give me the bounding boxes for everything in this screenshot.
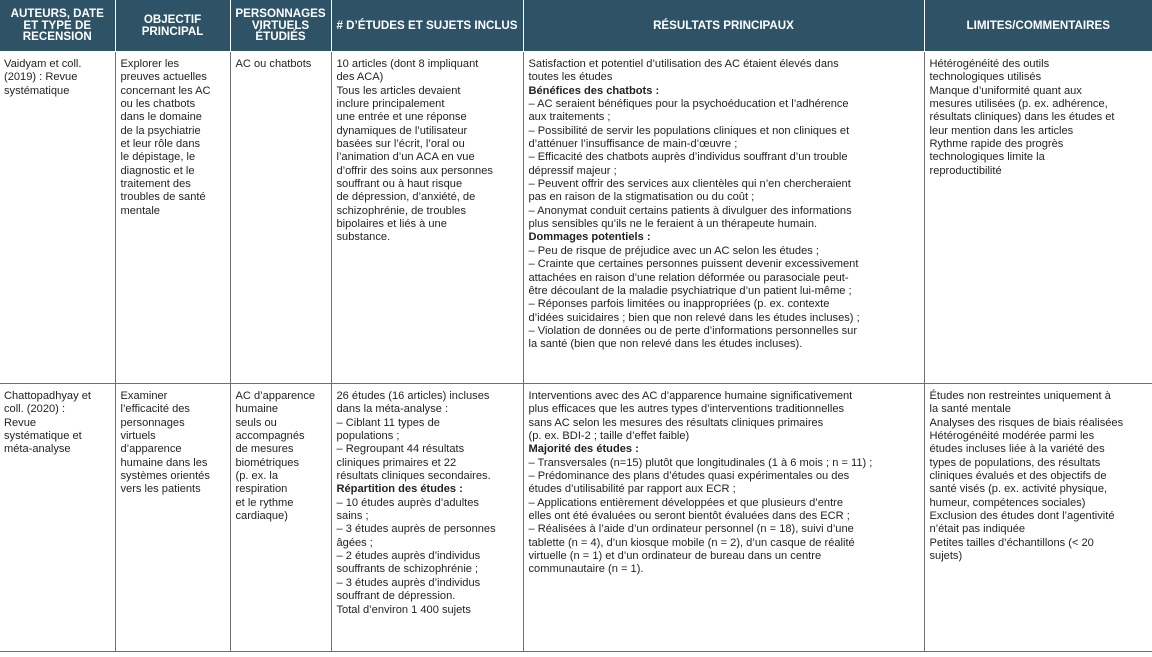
cell-text-line: elles ont été évaluées ou seront bientôt évaluées dans des ECR ; — [528, 510, 850, 523]
cell-text-line: inclure principalement — [336, 98, 445, 111]
cell-text-line: humaine dans les — [120, 456, 208, 469]
cell-text-line: sujets) — [929, 550, 963, 563]
cell-text-line: – Efficacité des chatbots auprès d’individus souffrant d’un trouble — [528, 151, 848, 164]
cell-text-line: – Peuvent offrir des services aux clientèles qui n’en chercheraient — [528, 178, 851, 191]
cell-text-line: basées sur l’écrit, l’oral ou — [336, 138, 465, 151]
cell-auteurs — [0, 52, 115, 384]
cell-text-line: vers les patients — [120, 483, 201, 496]
cell-text-line: virtuels — [120, 430, 156, 443]
cell-text-line: des ACA) — [336, 71, 384, 84]
cell-text-line: substance. — [336, 231, 391, 244]
cell-text-line: de la psychiatrie — [120, 124, 201, 137]
header-resultats: RÉSULTATS PRINCIPAUX — [523, 0, 924, 52]
cell-text-line: Tous les articles devaient — [336, 84, 461, 97]
cell-text-line: coll. (2020) : — [4, 403, 66, 416]
cell-text-line: leur mention dans les articles — [929, 124, 1074, 137]
cell-text-line: Revue — [4, 416, 37, 429]
cell-text-line: la santé (bien que non relevé dans les études incluses). — [528, 338, 803, 351]
cell-text-line: – Transversales (n=15) plutôt que longitudinales (1 à 6 mois ; n = 11) ; — [528, 456, 873, 469]
cell-text-line: Total d’environ 1 400 sujets — [336, 603, 471, 616]
cell-text-line: dynamiques de l’utilisateur — [336, 124, 468, 137]
cell-text-line: humeur, compétences sociales) — [929, 496, 1086, 509]
cell-text-line: – Crainte que certaines personnes puissent devenir excessivement — [528, 258, 859, 271]
cell-text-line: technologiques utilisés — [929, 71, 1042, 84]
cell-text-line: systématique et — [4, 430, 82, 443]
cell-text-line: une entrée et une réponse — [336, 111, 467, 124]
cell-text-line: âgées ; — [336, 536, 373, 549]
cell-text-line: schizophrénie, de troubles — [336, 204, 467, 217]
cell-text-line: études incluses liée à la variété des — [929, 443, 1105, 456]
cell-objectif — [115, 384, 230, 652]
cell-text-line: accompagnés — [235, 430, 305, 443]
cell-text-line: tablette (n = 4), d’un kiosque mobile (n = 2), d’un casque de réalité — [528, 536, 855, 549]
cell-text-line: – 10 études auprès d’adultes — [336, 496, 479, 509]
cell-text-line: Hétérogénéité des outils — [929, 58, 1050, 70]
cell-text-line: – Violation de données ou de perte d’informations personnelles sur — [528, 324, 858, 337]
table-row — [0, 384, 1152, 652]
cell-text-line: attachées en raison d’une relation déformée ou parasociale peut- — [528, 271, 849, 284]
cell-text-line: Répartition des études : — [336, 483, 463, 496]
cell-etudes — [331, 384, 523, 652]
cell-text-line: – Réalisées à l’aide d’un ordinateur personnel (n = 18), suivi d’une — [528, 523, 854, 536]
cell-text-line: – 3 études auprès d’individus — [336, 576, 481, 589]
cell-text-line: sans AC selon les mesures des résultats cliniques primaires — [528, 416, 824, 429]
cell-text-line: résultats cliniques secondaires. — [336, 470, 491, 483]
cell-text-line: concernant les AC — [120, 84, 211, 97]
cell-text-line: diagnostic et le — [120, 164, 195, 177]
cell-text-line: preuves actuelles — [120, 71, 207, 84]
cell-text-line: Manque d’uniformité quant aux — [929, 84, 1082, 97]
cell-text-line: résultats cliniques) dans les études et — [929, 111, 1115, 124]
cell-text-line: souffrant de dépression. — [336, 590, 456, 603]
cell-limites — [924, 384, 1152, 652]
cell-text-line: souffrants de schizophrénie ; — [336, 563, 479, 576]
cell-text-line: Bénéfices des chatbots : — [528, 84, 660, 97]
cell-text-line: populations ; — [336, 430, 400, 443]
cell-text-line: (2019) : Revue — [4, 71, 78, 84]
cell-text-line: communautaire (n = 1). — [528, 563, 644, 576]
cell-text-line: cardiaque) — [235, 510, 288, 523]
cell-text-line: d’idées suicidaires ; bien que non relevé dans les études incluses) ; — [528, 311, 860, 324]
cell-text-line: Hétérogénéité modérée parmi les — [929, 430, 1095, 443]
cell-text-line: être découlant de la maladie psychiatrique d’un patient lui-même ; — [528, 284, 852, 297]
cell-text-line: virtuelle (n = 1) et d’un ordinateur de bureau dans un centre — [528, 550, 822, 563]
cell-text-line: aux traitements ; — [528, 111, 611, 124]
cell-text-line: bipolaires et liés à une — [336, 218, 447, 231]
cell-text-line: respiration — [235, 483, 288, 496]
cell-text-line: (p. ex. la — [235, 470, 279, 483]
cell-text-line: Satisfaction et potentiel d’utilisation des AC étaient élevés dans — [528, 58, 839, 70]
cell-text-line: systématique — [4, 84, 70, 97]
cell-text-line: Chattopadhyay et — [4, 390, 91, 402]
cell-text-line: dépressif majeur ; — [528, 164, 617, 177]
cell-text-line: biométriques — [235, 456, 300, 469]
header-limites: LIMITES/COMMENTAIRES — [924, 0, 1152, 52]
table-header-row — [0, 0, 1152, 52]
cell-text-line: types de populations, des résultats — [929, 456, 1101, 469]
cell-text-line: plus efficaces que les autres types d’interventions traditionnelles — [528, 403, 845, 416]
cell-text-line: méta-analyse — [4, 443, 71, 456]
cell-text-line: pas en raison de la stigmatisation ou du coût ; — [528, 191, 755, 204]
cell-text-line: n’était pas indiquée — [929, 523, 1026, 536]
cell-personnages — [230, 52, 331, 384]
cell-text-line: cliniques primaires et 22 — [336, 456, 457, 469]
cell-objectif — [115, 52, 230, 384]
cell-text-line: Analyses des risques de biais réalisées — [929, 416, 1124, 429]
cell-text-line: Rythme rapide des progrès — [929, 138, 1064, 151]
cell-text-line: d’apparence — [120, 443, 182, 456]
cell-text-line: cliniques évalués et des objectifs de — [929, 470, 1107, 483]
cell-text-line: mentale — [120, 204, 160, 217]
cell-text-line: Vaidyam et coll. — [4, 58, 82, 70]
cell-text-line: (p. ex. BDI-2 ; taille d’effet faible) — [528, 430, 690, 443]
cell-resultats — [523, 52, 924, 384]
cell-text-line: sains ; — [336, 510, 369, 523]
cell-text-line: Majorité des études : — [528, 443, 639, 456]
header-etudes: # D’ÉTUDES ET SUJETS INCLUS — [331, 0, 523, 52]
cell-text-line: d’atténuer l’insuffisance de main-d’œuvre ; — [528, 138, 738, 151]
cell-text-line: l’animation d’un ACA en vue — [336, 151, 475, 164]
cell-text-line: le dépistage, le — [120, 151, 196, 164]
cell-auteurs — [0, 384, 115, 652]
cell-text-line: – 2 études auprès d’individus — [336, 550, 481, 563]
cell-text-line: souffrant ou à haut risque — [336, 178, 463, 191]
cell-text-line: toutes les études — [528, 71, 613, 84]
cell-text-line: troubles de santé — [120, 191, 206, 204]
cell-text-line: seuls ou — [235, 416, 277, 429]
cell-text-line: reproductibilité — [929, 164, 1002, 177]
cell-text-line: Dommages potentiels : — [528, 231, 651, 244]
cell-text-line: ou les chatbots — [120, 98, 196, 111]
cell-text-line: – 3 études auprès de personnes — [336, 523, 496, 536]
cell-text-line: AC d’apparence — [235, 390, 316, 402]
cell-text-line: – Anonymat conduit certains patients à divulguer des informations — [528, 204, 852, 217]
cell-text-line: – Possibilité de servir les populations cliniques et non cliniques et — [528, 124, 850, 137]
cell-text-line: la santé mentale — [929, 403, 1011, 416]
cell-text-line: de mesures — [235, 443, 294, 456]
cell-text-line: systèmes orientés — [120, 470, 210, 483]
cell-text-line: Interventions avec des AC d’apparence humaine significativement — [528, 390, 853, 402]
cell-text-line: santé visés (p. ex. activité physique, — [929, 483, 1108, 496]
cell-text-line: plus sensibles qu’ils ne le feraient à un thérapeute humain. — [528, 218, 818, 231]
cell-text-line: humaine — [235, 403, 279, 416]
cell-text-line: et leur rôle dans — [120, 138, 201, 151]
cell-text-line: Explorer les — [120, 58, 180, 70]
cell-text-line: – Prédominance des plans d’études quasi expérimentales ou des — [528, 470, 850, 483]
cell-text-line: – Réponses parfois limitées ou inappropriées (p. ex. contexte — [528, 298, 830, 311]
cell-text-line: – AC seraient bénéfiques pour la psychoéducation et l’adhérence — [528, 98, 849, 111]
header-objectif: OBJECTIF PRINCIPAL — [115, 0, 230, 52]
cell-text-line: Petites tailles d’échantillons (< 20 — [929, 536, 1094, 549]
cell-text-line: 26 études (16 articles) incluses — [336, 390, 490, 402]
cell-text-line: – Peu de risque de préjudice avec un AC selon les études ; — [528, 244, 819, 257]
cell-text-line: dans le domaine — [120, 111, 202, 124]
cell-text-line: personnages — [120, 416, 185, 429]
header-auteurs: AUTEURS, DATE ET TYPE DE RECENSION — [0, 0, 115, 52]
cell-text-line: Examiner — [120, 390, 168, 402]
cell-text-line: – Applications entièrement développées et que plusieurs d’entre — [528, 496, 844, 509]
cell-text-line: l’efficacité des — [120, 403, 190, 416]
cell-text-line: Exclusion des études dont l’agentivité — [929, 510, 1115, 523]
header-personnages: PERSONNAGES VIRTUELS ÉTUDIÉS — [230, 0, 331, 52]
cell-text-line: dans la méta-analyse : — [336, 403, 449, 416]
cell-etudes — [331, 52, 523, 384]
table-row — [0, 52, 1152, 384]
cell-limites — [924, 52, 1152, 384]
cell-text-line: – Ciblant 11 types de — [336, 416, 440, 429]
cell-resultats — [523, 384, 924, 652]
cell-text-line: mesures utilisées (p. ex. adhérence, — [929, 98, 1108, 111]
cell-text-line: et le rythme — [235, 496, 294, 509]
cell-text-line: AC ou chatbots — [235, 58, 312, 70]
cell-text-line: de dépression, d’anxiété, de — [336, 191, 476, 204]
cell-text-line: traitement des — [120, 178, 191, 191]
cell-text-line: 10 articles (dont 8 impliquant — [336, 58, 479, 70]
cell-text-line: technologiques limite la — [929, 151, 1045, 164]
cell-personnages — [230, 384, 331, 652]
cell-text-line: d’offrir des soins aux personnes — [336, 164, 493, 177]
cell-text-line: Études non restreintes uniquement à — [929, 390, 1111, 402]
cell-text-line: études d’utilisabilité par rapport aux ECR ; — [528, 483, 736, 496]
cell-text-line: – Regroupant 44 résultats — [336, 443, 465, 456]
